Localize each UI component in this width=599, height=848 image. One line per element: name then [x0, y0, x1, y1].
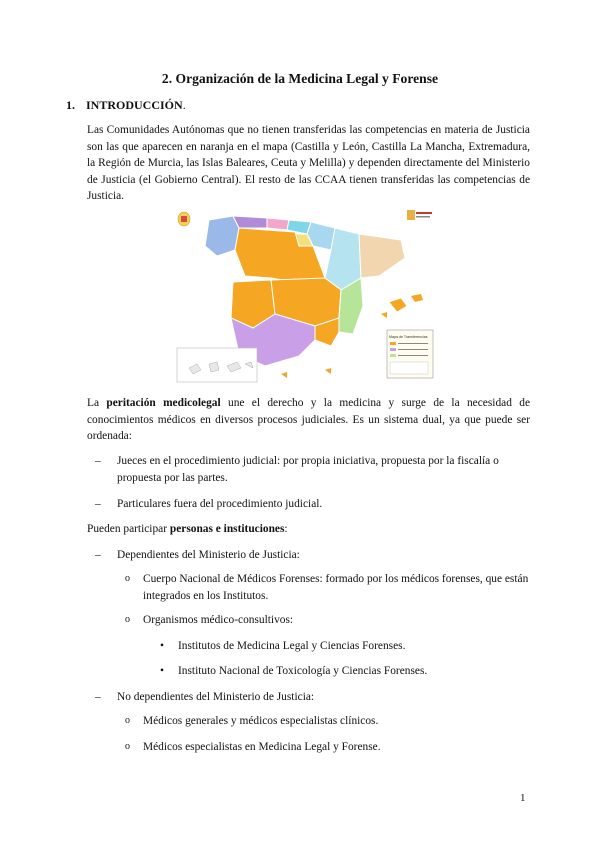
circle-marker: o: [125, 741, 130, 752]
dash-marker: –: [95, 549, 101, 561]
ministry-logo-icon: [407, 210, 432, 220]
participar-suffix: :: [284, 523, 288, 535]
peritacion-rest: une el derecho y la medicina y surge de la necesidad de conocimientos médicos en diversos procesos judiciales. Es un sistema dual, ya que puede ser ordenada:: [87, 397, 530, 442]
coat-of-arms-icon: [178, 212, 190, 226]
participar-prefix: Pueden participar: [87, 523, 170, 535]
legend-title: Mapa de Transferencias: [389, 335, 428, 339]
list-item-text: No dependientes del Ministerio de Justicia:: [117, 691, 315, 703]
dash-marker: –: [95, 498, 101, 510]
sublist-item-text: Médicos generales y médicos especialistas clínicos.: [143, 715, 379, 727]
bullet-marker: •: [160, 640, 164, 652]
circle-marker: o: [125, 614, 130, 625]
circle-marker: o: [125, 715, 130, 726]
participar-bold: personas e instituciones: [169, 523, 285, 535]
participar-line: [87, 521, 288, 538]
peritacion-prefix: La: [87, 397, 107, 409]
peritacion-paragraph: [87, 395, 530, 445]
bullet-marker: •: [160, 665, 164, 677]
section-heading-text: INTRODUCCIÓN: [86, 98, 183, 112]
circle-marker: o: [125, 573, 130, 584]
sublist-item-text: Médicos especialistas en Medicina Legal y Forense.: [143, 741, 381, 753]
sublist-item-text: Cuerpo Nacional de Médicos Forenses: formado por los médicos forenses, que están integrados en los Institutos.: [143, 573, 529, 602]
map-legend: [387, 330, 433, 378]
page-title: 2. Organización de la Medicina Legal y Forense: [161, 71, 439, 86]
intro-paragraph: Las Comunidades Autónomas que no tienen transferidas las competencias en materia de Justicia son las que aparecen en naranja en el mapa (Castilla y León, Castilla La Mancha, Extremadura, la Región de Murcia, las Islas Baleares, Ceuta y Melilla) y dependen directamente del Ministerio de Justicia (el Gobierno Central). El resto de las CCAA tienen transferidas las competencias de Justicia.: [87, 124, 530, 202]
peritacion-bold: peritación medicolegal: [106, 397, 221, 409]
region-melilla: [325, 368, 331, 374]
bullet-item-text: Institutos de Medicina Legal y Ciencias Forenses.: [178, 640, 406, 652]
region-cantabria: [267, 218, 289, 230]
sublist-item-text: Organismos médico-consultivos:: [143, 614, 294, 626]
spain-transfer-map: [175, 206, 435, 386]
list-item-text: Dependientes del Ministerio de Justicia:: [117, 549, 300, 561]
page-number: 1: [520, 792, 526, 804]
section-heading-suffix: .: [182, 98, 186, 112]
section-number: 1.: [66, 98, 75, 112]
region-asturias: [233, 216, 267, 228]
region-cataluna: [359, 234, 405, 278]
region-baleares: [389, 298, 407, 312]
bullet-item-text: Instituto Nacional de Toxicología y Ciencias Forenses.: [178, 665, 428, 677]
dash-marker: –: [95, 691, 101, 703]
region-galicia: [205, 216, 239, 256]
list-item-text: Jueces en el procedimiento judicial: por propia iniciativa, propuesta por la fiscalía o propuesta por las partes.: [117, 455, 499, 484]
dash-marker: –: [95, 455, 101, 467]
list-item-text: Particulares fuera del procedimiento judicial.: [117, 498, 323, 510]
section-heading: [66, 97, 186, 114]
region-ceuta: [281, 372, 287, 378]
